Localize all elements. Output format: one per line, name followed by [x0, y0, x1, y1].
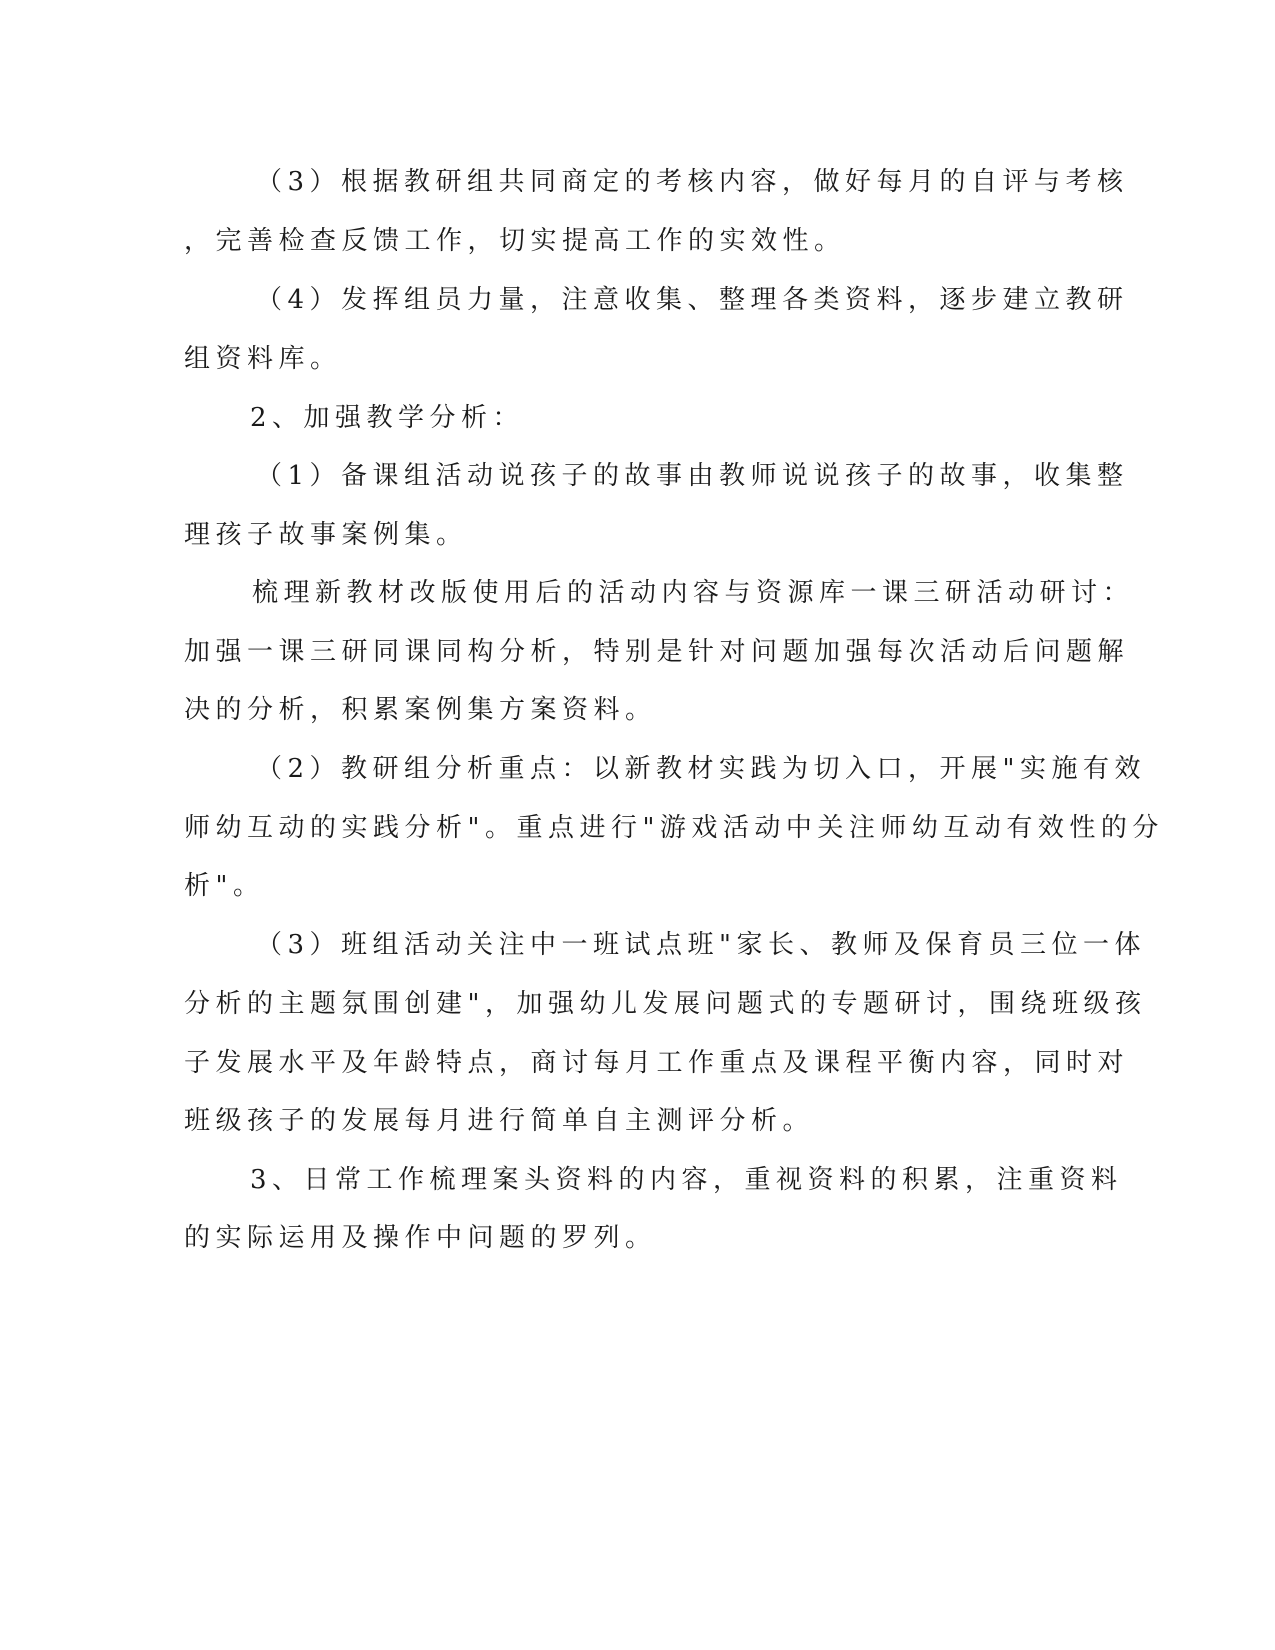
text-line: 子发展水平及年龄特点，商讨每月工作重点及课程平衡内容，同时对: [184, 1048, 1130, 1078]
section-heading: 3、日常工作梳理案头资料的内容，重视资料的积累，注重资料: [250, 1165, 1123, 1195]
text-line: 分析的主题氛围创建"，加强幼儿发展问题式的专题研讨，围绕班级孩: [184, 989, 1147, 1019]
text-line: 的实际运用及操作中问题的罗列。: [184, 1223, 657, 1253]
text-line: 组资料库。: [184, 344, 342, 374]
text-line: （2）教研组分析重点：以新教材实践为切入口，开展"实施有效: [256, 754, 1147, 784]
text-line: （3）根据教研组共同商定的考核内容，做好每月的自评与考核: [256, 167, 1129, 197]
text-line: （1）备课组活动说孩子的故事由教师说说孩子的故事，收集整: [256, 461, 1129, 491]
text-line: 梳理新教材改版使用后的活动内容与资源库一课三研活动研讨：: [252, 578, 1135, 608]
text-line: ，完善检查反馈工作，切实提高工作的实效性。: [184, 226, 846, 256]
text-line: 加强一课三研同课同构分析，特别是针对问题加强每次活动后问题解: [184, 637, 1130, 667]
text-line: 班级孩子的发展每月进行简单自主测评分析。: [184, 1106, 815, 1136]
text-line: 决的分析，积累案例集方案资料。: [184, 695, 657, 725]
text-line: （3）班组活动关注中一班试点班"家长、教师及保育员三位一体: [256, 930, 1147, 960]
section-heading: 2、加强教学分析：: [250, 403, 525, 433]
text-line: 理孩子故事案例集。: [184, 520, 468, 550]
text-line: 析"。: [184, 871, 265, 901]
text-line: 师幼互动的实践分析"。重点进行"游戏活动中关注师幼互动有效性的分: [184, 813, 1164, 843]
text-line: （4）发挥组员力量，注意收集、整理各类资料，逐步建立教研: [256, 285, 1129, 315]
